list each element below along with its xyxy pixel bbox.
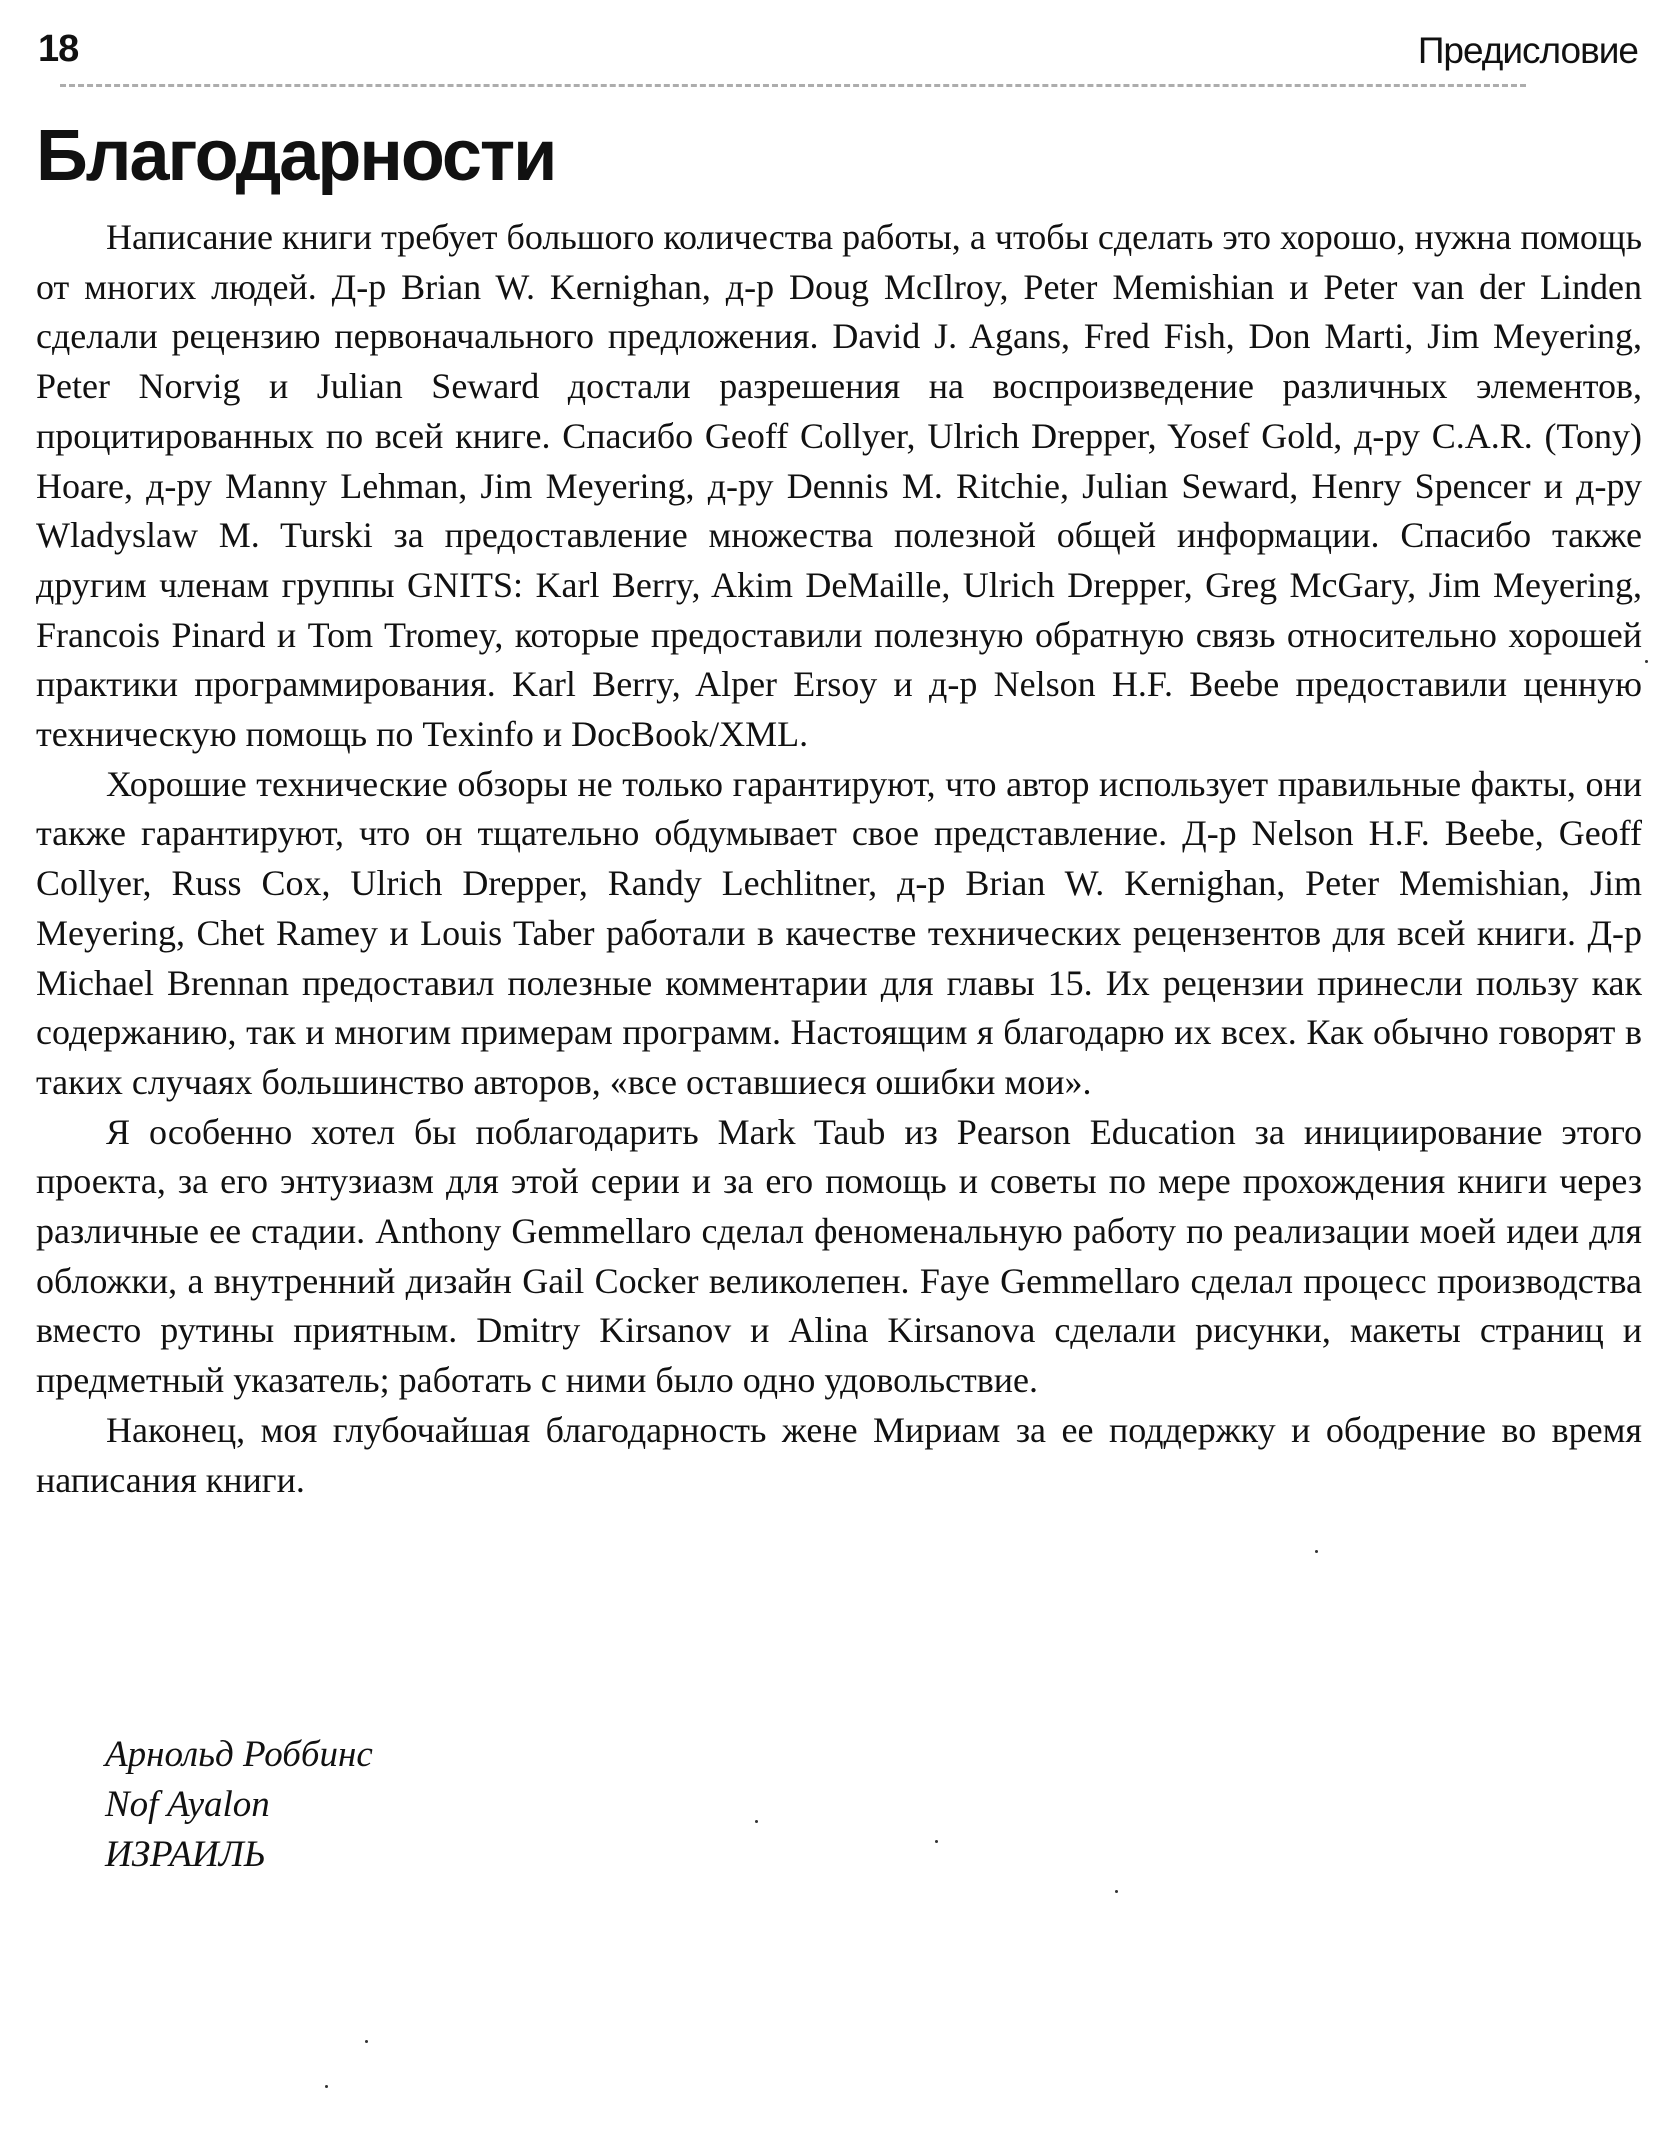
scan-speck <box>365 2040 368 2043</box>
section-title: Благодарности <box>36 116 556 196</box>
body-text <box>36 213 1642 1505</box>
signature-place: Nof Ayalon <box>105 1784 270 1825</box>
paragraph: Хорошие технические обзоры не только гарантируют, что автор использует правильные факты, они также гарантируют, что он тщательно обдумывает свое представление. Д-р Nelson H.F. Beebe, Geoff Collyer, Russ Cox, Ulrich Drepper, Randy Lechlitner, д-р Brian W. Kernighan, Peter Memishian, Jim Meyering, Chet Ramey и Louis Taber работали в качестве технических рецензентов для всей книги. Д-р Michael Brennan предоставил полезные комментарии для главы 15. Их рецензии принесли пользу как содержанию, так и многим примерам программ. Настоящим я благодарю их всех. Как обычно говорят в таких случаях большинство авторов, «все оставшиеся ошибки мои». <box>36 763 1642 1102</box>
paragraph: Наконец, моя глубочайшая благодарность жене Мириам за ее поддержку и ободрение во время написания книги. <box>36 1409 1642 1500</box>
header-rule <box>60 84 1526 87</box>
signature-author: Арнольд Роббинс <box>105 1734 373 1775</box>
paragraph: Написание книги требует большого количества работы, а чтобы сделать это хорошо, нужна помощь от многих людей. Д-р Brian W. Kernighan, д-р Doug McIlroy, Peter Memishian и Peter van der Linden сделали рецензию первоначального предложения. David J. Agans, Fred Fish, Don Marti, Jim Meyering, Peter Norvig и Julian Seward достали разрешения на воспроизведение различных элементов, процитированных по всей книге. Спасибо Geoff Collyer, Ulrich Drepper, Yosef Gold, д-ру C.A.R. (Tony) Hoare, д-ру Manny Lehman, Jim Meyering, д-ру Dennis M. Ritchie, Julian Seward, Henry Spencer и д-ру Wladyslaw M. Turski за предоставление множества полезной общей информации. Спасибо также другим членам группы GNITS: Karl Berry, Akim DeMaille, Ulrich Drepper, Greg McGary, Jim Meyering, Francois Pinard и Tom Tromey, которые предоставили полезную обратную связь относительно хорошей практики программирования. Karl Berry, Alper Ersoy и д-р Nelson H.F. Beebe предоставили ценную техническую помощь по Texinfo и DocBook/XML. <box>36 217 1642 755</box>
paragraph: Я особенно хотел бы поблагодарить Mark Taub из Pearson Education за инициирование этого проекта, за его энтузиазм для этой серии и за его помощь и советы по мере прохождения книги через различные ее стадии. Anthony Gemmellaro сделал феноменальную работу по реализации моей идеи для обложки, а внутренний дизайн Gail Cocker великолепен. Faye Gemmellaro сделал процесс производства вместо рутины приятным. Dmitry Kirsanov и Alina Kirsanova сделали рисунки, макеты страниц и предметный указатель; работать с ними было одно удовольствие. <box>36 1111 1642 1401</box>
signature-country: ИЗРАИЛЬ <box>105 1834 266 1875</box>
scan-speck <box>935 1840 938 1843</box>
running-head: Предисловие <box>1417 30 1638 71</box>
scan-speck <box>1115 1890 1118 1893</box>
scan-speck <box>1645 660 1648 663</box>
scan-speck <box>1315 1550 1318 1553</box>
page-number: 18 <box>38 28 79 70</box>
scan-speck <box>755 1820 758 1823</box>
signature-block <box>105 1730 373 1880</box>
scan-speck <box>325 2085 328 2088</box>
